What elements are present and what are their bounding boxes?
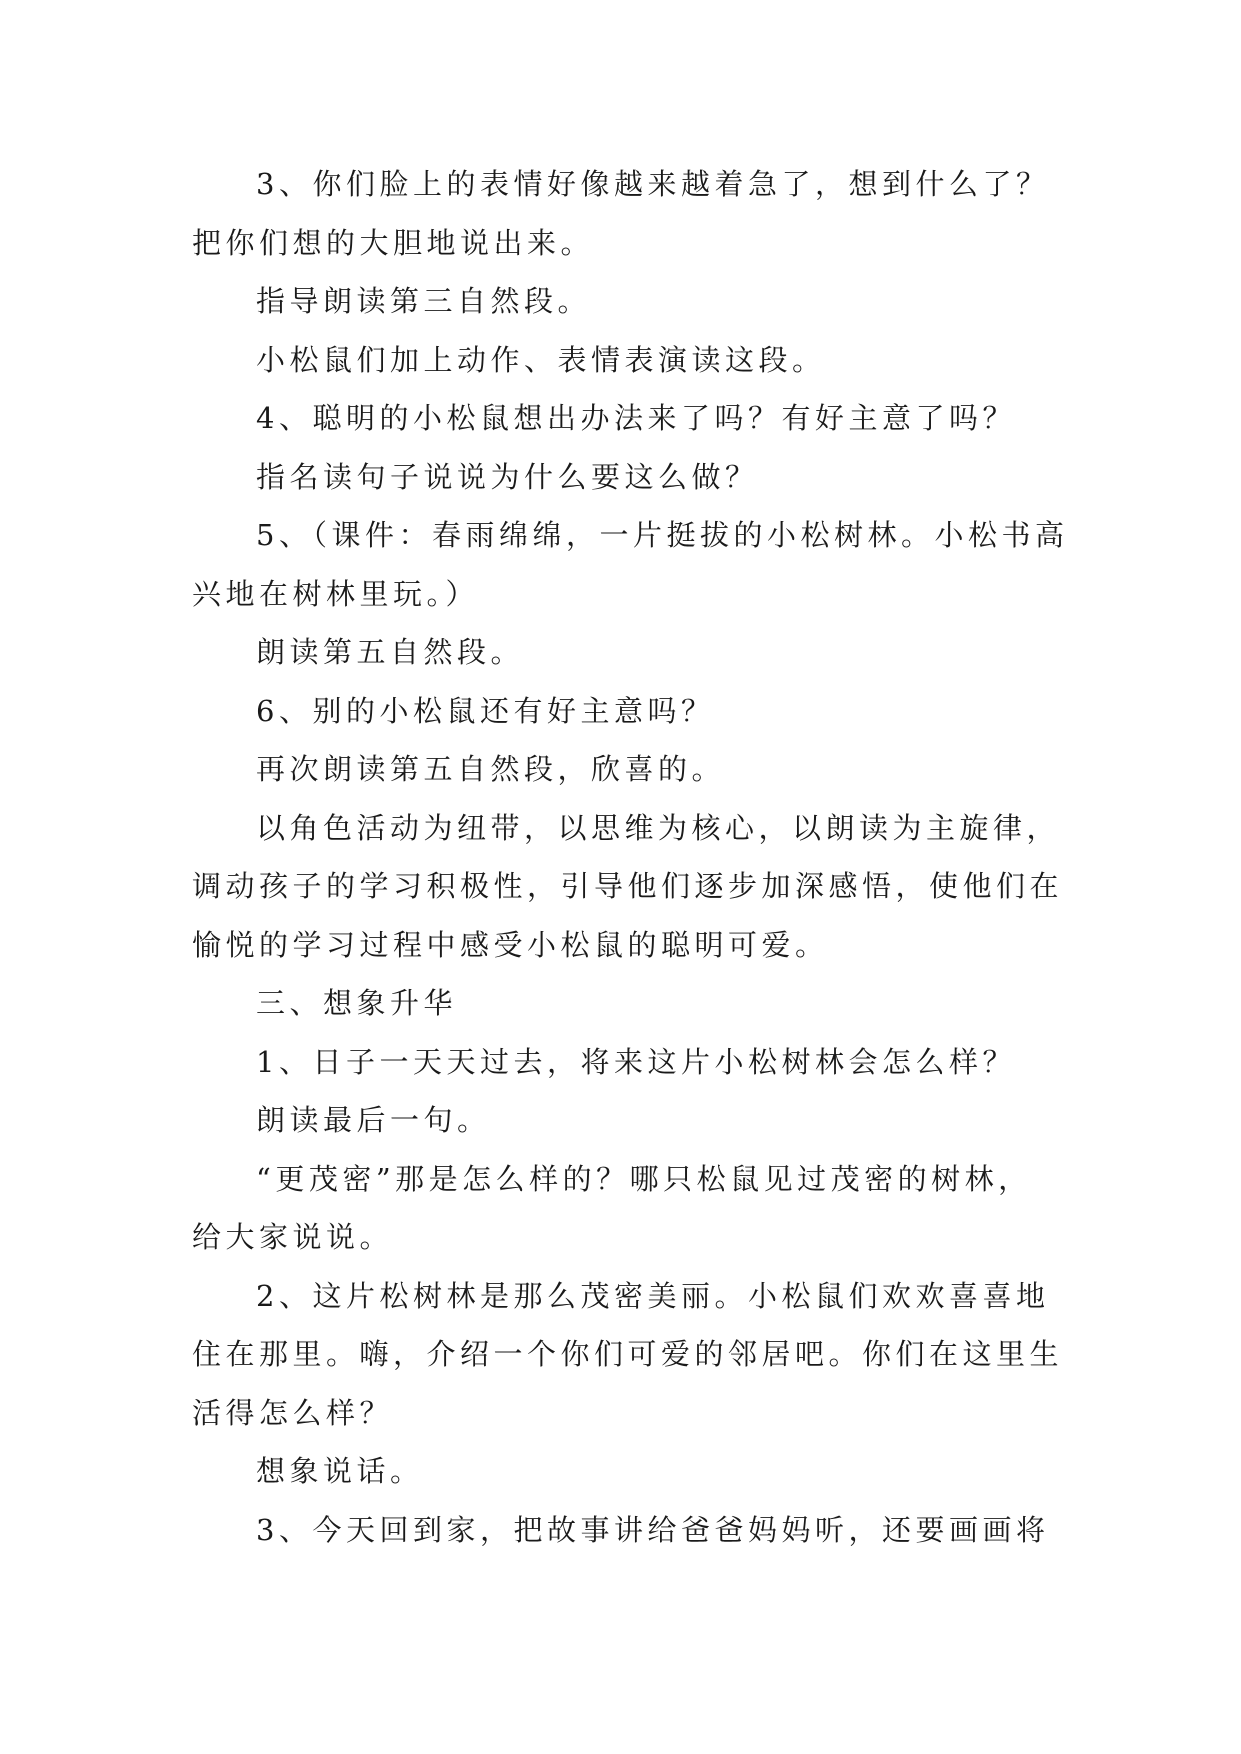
paragraph-8 — [192, 682, 1072, 741]
line: 给大家说说。 — [192, 1220, 394, 1254]
line: 再次朗读第五自然段，欣喜的。 — [256, 752, 726, 786]
line: 3、今天回到家，把故事讲给爸爸妈妈听，还要画画将 — [256, 1512, 1050, 1547]
line: 兴地在树林里玩。） — [192, 576, 480, 611]
section-heading: 三、想象升华 — [256, 986, 458, 1020]
paragraph-10 — [192, 799, 1072, 975]
line: 把你们想的大胆地说出来。 — [192, 225, 595, 260]
paragraph-11 — [192, 974, 1072, 1033]
line: 指名读句子说说为什么要这么做？ — [256, 459, 759, 494]
line: 6、别的小松鼠还有好主意吗？ — [256, 693, 715, 728]
paragraph-7 — [192, 623, 1072, 682]
paragraph-2 — [192, 272, 1072, 331]
document-body — [192, 155, 1072, 1559]
paragraph-13 — [192, 1091, 1072, 1150]
paragraph-15 — [192, 1267, 1072, 1443]
line: 住在那里。嗨，介绍一个你们可爱的邻居吧。你们在这里生 — [192, 1337, 1064, 1371]
line: 3、你们脸上的表情好像越来越着急了，想到什么了？ — [256, 167, 1050, 201]
line: 朗读第五自然段。 — [256, 635, 525, 669]
line: 4、聪明的小松鼠想出办法来了吗？有好主意了吗？ — [256, 401, 1016, 435]
line: 小松鼠们加上动作、表情表演读这段。 — [256, 342, 826, 377]
paragraph-14 — [192, 1150, 1072, 1267]
line: 调动孩子的学习积极性，引导他们逐步加深感悟，使他们在 — [192, 869, 1064, 903]
line: 1、日子一天天过去，将来这片小松树林会怎么样？ — [256, 1044, 1016, 1079]
paragraph-5 — [192, 448, 1072, 507]
paragraph-3 — [192, 331, 1072, 390]
paragraph-17 — [192, 1501, 1072, 1560]
line: 愉悦的学习过程中感受小松鼠的聪明可爱。 — [192, 927, 829, 962]
paragraph-1 — [192, 155, 1072, 272]
paragraph-6 — [192, 506, 1072, 623]
line: “更茂密”那是怎么样的？哪只松鼠见过茂密的树林， — [256, 1161, 1032, 1196]
line: 想象说话。 — [256, 1454, 424, 1488]
paragraph-16 — [192, 1442, 1072, 1501]
line: 2、这片松树林是那么茂密美丽。小松鼠们欢欢喜喜地 — [256, 1278, 1050, 1313]
paragraph-12 — [192, 1033, 1072, 1092]
line: 5、（课件：春雨绵绵，一片挺拔的小松树林。小松书高 — [256, 518, 1069, 552]
line: 以角色活动为纽带，以思维为核心，以朗读为主旋律， — [256, 810, 1061, 845]
line: 朗读最后一句。 — [256, 1103, 491, 1137]
paragraph-4 — [192, 389, 1072, 448]
paragraph-9 — [192, 740, 1072, 799]
line: 活得怎么样？ — [192, 1395, 394, 1430]
line: 指导朗读第三自然段。 — [256, 284, 592, 318]
